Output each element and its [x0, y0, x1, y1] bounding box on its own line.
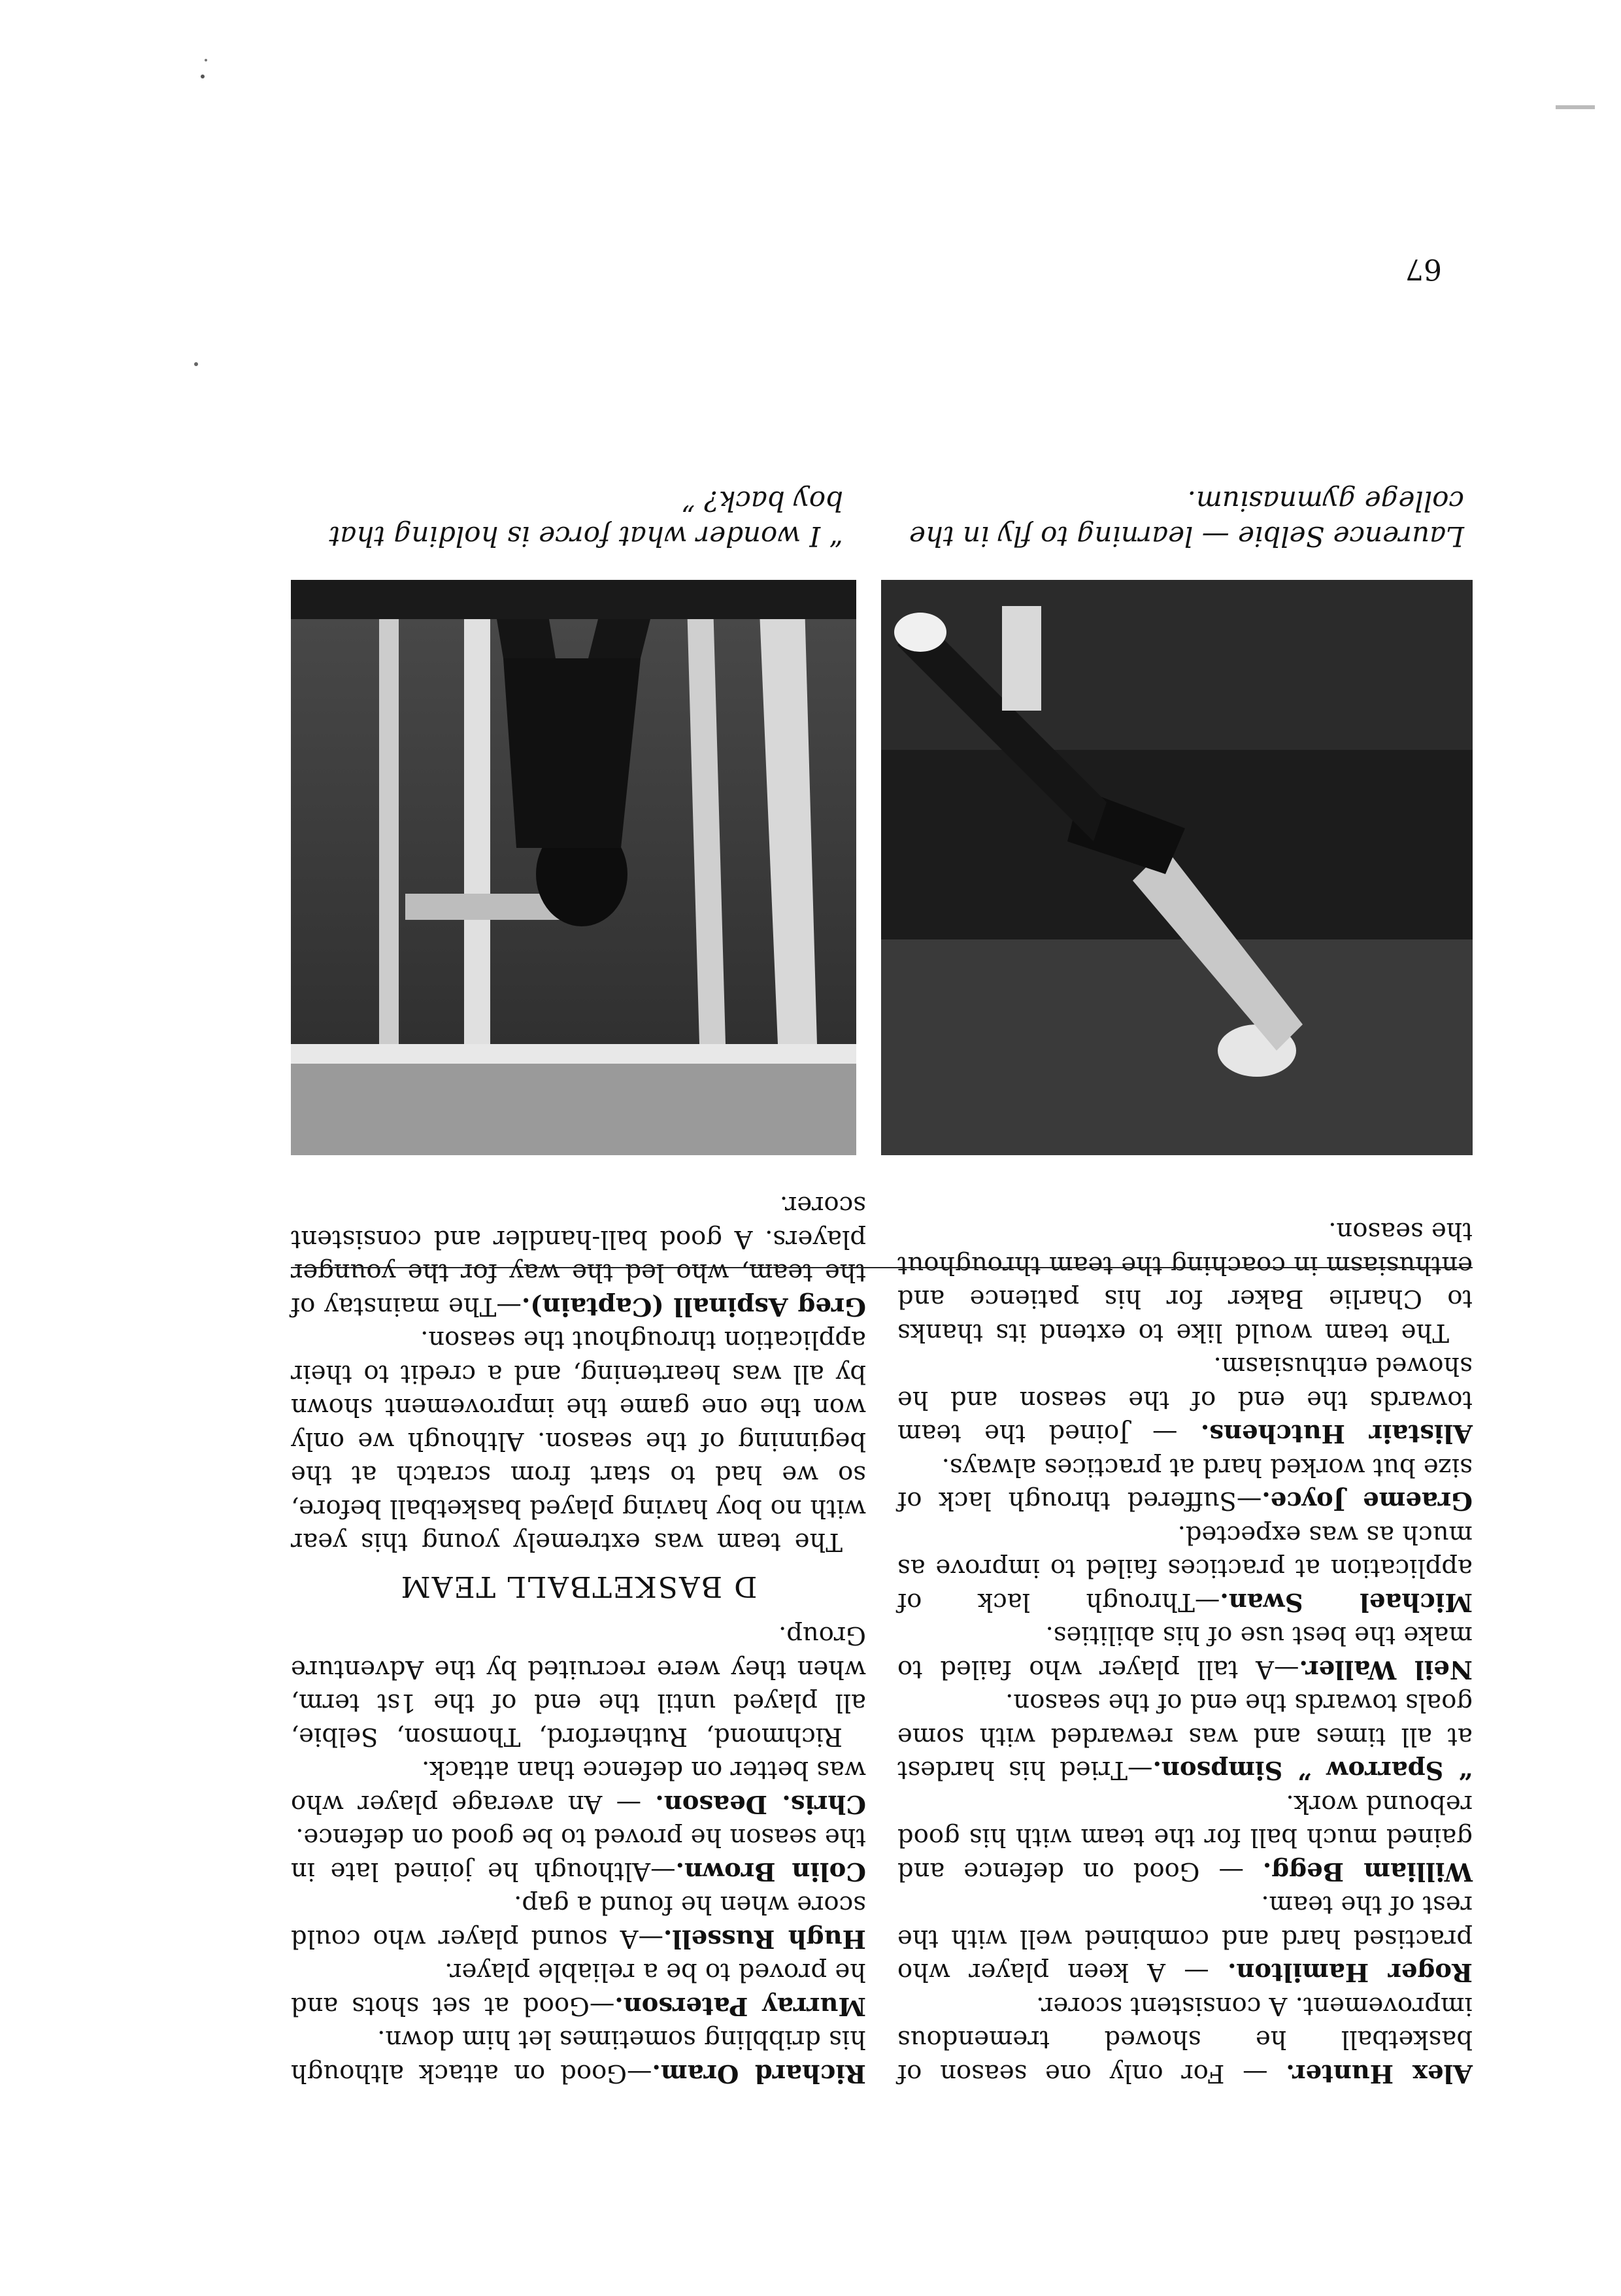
- player-name: Chris. Deason.: [655, 1789, 866, 1819]
- player-name: Richard Oram.: [652, 2059, 866, 2088]
- player-description: — A keen player who practised hard and combined well with the rest of the team.: [897, 1890, 1473, 1987]
- player-entry: [291, 1619, 866, 1753]
- player-name: Roger Hamilton.: [1228, 1957, 1473, 1987]
- player-name: Colin Brown.: [675, 1857, 866, 1886]
- player-entry: [897, 1787, 1473, 1889]
- player-description: — Good on defence and gained much ball for the team with his good rebound work.: [897, 1789, 1473, 1886]
- player-description: Richmond, Rutherford, Thomson, Selbie, all played until the end of the 1st term, when they were recruited by the Adventure Group.: [291, 1621, 866, 1751]
- player-entry: [897, 1451, 1473, 1518]
- player-name: Alistair Hutchens.: [1200, 1419, 1473, 1449]
- player-name: Hugh Russell.: [663, 1924, 866, 1953]
- player-entry: [897, 1349, 1473, 1451]
- player-description: —A tall player who failed to make the best use of his abilities.: [897, 1621, 1473, 1684]
- player-description: —Good at set shots and he proved to be a reliable player.: [291, 1957, 866, 2021]
- player-entry: [291, 2023, 866, 2090]
- player-name: Murray Paterson.: [614, 1991, 866, 2021]
- player-name: “ Sparrow ” Simpson.: [1152, 1755, 1473, 1785]
- player-name: Graeme Joyce.: [1262, 1486, 1473, 1516]
- player-entry: [897, 1686, 1473, 1787]
- player-description: —Suffered through lack of size but worked hard at practices always.: [897, 1453, 1473, 1516]
- player-entry: [897, 1989, 1473, 2091]
- page-number: 67: [1405, 252, 1442, 286]
- player-entry: [291, 1888, 866, 1955]
- player-description: —Through lack of application at practices failed to improve as much as was expected.: [897, 1520, 1473, 1617]
- player-description: — Joined the team towards the end of the season and he showed enthusiasm.: [897, 1351, 1473, 1449]
- player-description: —Good on attack although his dribbling sometimes let him down.: [291, 2025, 866, 2088]
- player-entry: [291, 1821, 866, 1888]
- section-heading: D BASKETBALL TEAM: [399, 1570, 758, 1603]
- player-description: —A sound player who could score when he found a gap.: [291, 1890, 866, 1953]
- player-entry: [291, 1189, 866, 1323]
- photo-caption-left: “ I wonder what force is holding that boy back? ”: [329, 485, 843, 552]
- intro-paragraph: The team was extremely young this year with no boy having played basketball before, so we had to start from scratch at the beginning of the season. Although we only won the one game the improvement shown by all was heartening, and a credit to their application throughout the season.: [291, 1325, 866, 1557]
- thanks-paragraph: The team would like to extend its thanks to Charlie Baker for his patience and enthusiasm in coaching the team throughout the season.: [897, 1217, 1473, 1347]
- player-description: —Tried his hardest at all times and was rewarded with some goals towards the end of the season.: [897, 1688, 1473, 1785]
- player-entry: [897, 1888, 1473, 1989]
- player-entry: [897, 1619, 1473, 1686]
- player-entry: [897, 1518, 1473, 1619]
- right-text-column: [897, 1215, 1473, 2090]
- player-entry: [291, 1955, 866, 2023]
- left-text-column: [291, 1189, 866, 2090]
- captain-description: —The mainstay of the team, who led the way for the younger players. A good ball-handler and consistent scorer.: [291, 1190, 866, 1321]
- photo-hanging-boy: [291, 580, 856, 1155]
- player-name: Alex Hunter.: [1286, 2059, 1473, 2088]
- player-description: — For only one season of basketball he showed tremendous improvement. A consistent scorer.: [897, 1991, 1473, 2088]
- photo-caption-right: Laurence Selbie — learning to fly in the college gymnasium.: [909, 485, 1464, 552]
- player-entry: [291, 1753, 866, 1821]
- player-description: —Although he joined late in the season he proved to be good on defence.: [291, 1823, 866, 1886]
- player-description: — An average player who was better on defence than attack.: [290, 1755, 866, 1819]
- player-name: Michael Swan.: [1220, 1587, 1473, 1617]
- photo-laurence-selbie: [881, 580, 1473, 1155]
- horizontal-rule: [291, 1267, 1473, 1268]
- captain-name: Greg Aspinall (Captain).: [521, 1292, 866, 1321]
- player-name: Neil Waller.: [1299, 1655, 1473, 1684]
- player-name: William Begg.: [1262, 1857, 1473, 1886]
